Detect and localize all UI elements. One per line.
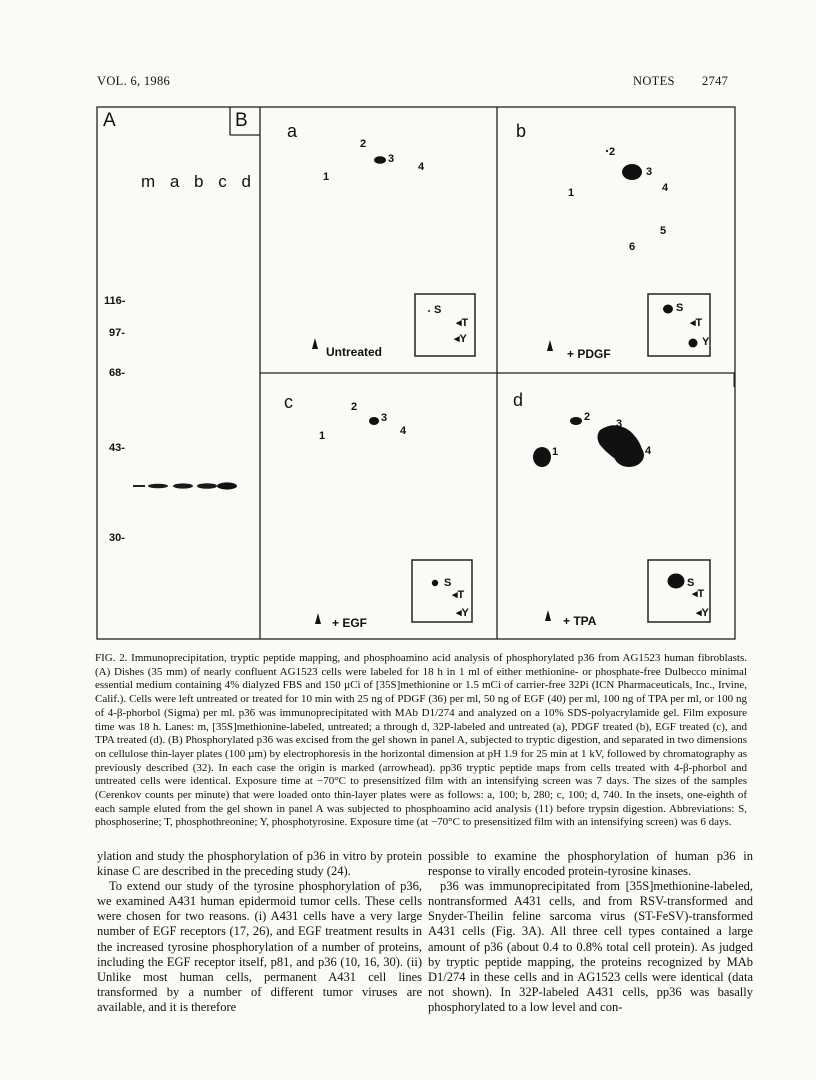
spot-a-2: 2 [360,138,367,150]
spot-b-1: 1 [568,187,575,199]
spot-c-4: 4 [400,425,407,437]
marker-43: 43- [109,442,125,454]
inset-c-s: S [444,577,452,589]
inset-a-s: S [434,304,442,316]
marker-30: 30- [109,532,125,544]
inset-b-t: ◂T [690,317,703,329]
marker-97: 97- [109,327,125,339]
inset-b-y: Y [702,336,710,348]
body-right-paragraph-1: possible to examine the phosphorylation of human p36 in response to virally encoded protein-tyrosine kinases. [428,849,753,879]
body-left-paragraph-2: To extend our study of the tyrosine phosphorylation of p36, we examined A431 human epidermoid tumor cells. These cells were chosen for two reasons. (i) A431 cells have a very large number of EGF receptors (17, 26), and EGF treatment results in the increased tyrosine phosphorylation of a number of proteins, including the EGF receptor itself, p81, and p36 (10, 16, 30). (ii) Unlike most human cells, permanent A431 cell lines transformed by a number of different tumor viruses are available, and it is therefore [97,879,422,1014]
spot-b-3: 3 [646,166,653,178]
running-head-section: NOTES [633,74,675,88]
condition-b: + PDGF [567,347,611,361]
inset-a-t: ◂T [456,317,469,329]
condition-d: + TPA [563,614,597,628]
inset-d-s: S [687,577,695,589]
panel-b-letter: B [235,110,248,131]
running-head-volume: VOL. 6, 1986 [97,74,171,88]
lane-labels: m a b c d [141,172,253,191]
page-number: 2747 [702,74,729,88]
spot-c-3: 3 [381,412,388,424]
body-right-column [428,849,753,1015]
body-right-paragraph-2: p36 was immunoprecipitated from [35S]methionine-labeled, nontransformed A431 cells, and from RSV-transformed and Snyder-Theilin feline sarcoma virus (ST-FeSV)-transformed A431 cells (Fig. 3A). All three cell types contained a large amount of p36 (about 0.4 to 0.8% total cell protein). As judged by tryptic peptide mapping, the proteins recognized by MAb D1/274 in these cells and in AG1523 cells were identical (data not shown). In 32P-labeled A431 cells, pp36 was basally phosphorylated to a low level and con- [428,879,753,1014]
spot-d-4: 4 [645,445,652,457]
marker-68: 68- [109,367,125,379]
panel-a-letter: A [103,110,116,131]
spot-c-1: 1 [319,430,326,442]
inset-d-y: ◂Y [696,607,709,619]
spot-c-2: 2 [351,401,358,413]
spot-b-4: 4 [662,182,669,194]
body-left-column [97,849,422,1015]
subpanel-d-letter: d [513,390,524,410]
subpanel-b-letter: b [516,121,527,141]
gel-bands [133,482,237,489]
condition-c: + EGF [332,616,368,630]
inset-c-t: ◂T [452,589,465,601]
inset-c-y: ◂Y [456,607,469,619]
spot-b-2: 2 [609,146,616,158]
spot-b-6: 6 [629,241,636,253]
spot-d-1: 1 [552,446,559,458]
subpanel-c-letter: c [284,392,293,412]
figure-caption: FIG. 2. Immunoprecipitation, tryptic peptide mapping, and phosphoamino acid analysis of phosphorylated p36 from AG1523 human fibroblasts. (A) Dishes (35 mm) of nearly confluent AG1523 cells were labeled for 18 h in 1 ml of either methionine- or phosphate-free Dulbecco minimal essential medium containing 4% dialyzed FBS and 150 µCi of [35S]methionine or 1.5 mCi of carrier-free 32Pi (ICN Pharmaceuticals, Inc., Irvine, Calif.). Cells were left untreated or treated for 10 min with 25 ng of PDGF (36) per ml, 50 ng of EGF (40) per ml, 100 ng of TPA per ml, or 100 ng of 4-β-phorbol (Sigma) per ml. p36 was immunoprecipitated with MAb D1/274 and analyzed on a 10% SDS-polyacrylamide gel. Film exposure time was 18 h. Lanes: m, [35S]methionine-labeled, untreated; a through d, 32P-labeled and untreated (a), PDGF treated (b), EGF treated (c), and TPA treated (d). (B) Phosphorylated p36 was excised from the gel shown in panel A, subjected to tryptic digestion, and separated in two dimensions on cellulose thin-layer plates (100 µm) by electrophoresis in the horizontal dimension at pH 1.9 for 25 min at 1 kV, followed by chromatography as previously described (32). In each case the origin is marked (arrowhead). pp36 tryptic peptide maps from cells treated with 4-β-phorbol and untreated cells were identical. Exposure time at −70°C to presensitized film with an intensifying screen was 7 days. The sizes of the samples (Cerenkov counts per minute) that were loaded onto thin-layer plates were as follows: a, 100; b, 280; c, 100; d, 740. In the insets, one-eighth of each sample eluted from the gel shown in panel A was subjected to phosphoamino acid analysis (11) before trypsin digestion. Abbreviations: S, phosphoserine; T, phosphothreonine; Y, phosphotyrosine. Exposure time (at −70°C to presensitized film with an intensifying screen) was 6 days. [95,652,747,829]
spot-d-3: 3 [616,418,623,430]
marker-116: 116- [104,295,126,307]
inset-b-s: S [676,302,684,314]
inset-d-t: ◂T [692,588,705,600]
figure-2 [95,105,737,641]
spot-a-4: 4 [418,161,425,173]
spot-b-5: 5 [660,225,667,237]
body-left-paragraph-1: ylation and study the phosphorylation of p36 in vitro by protein kinase C are described in the preceding study (24). [97,849,422,879]
spot-a-1: 1 [323,171,330,183]
spot-a-3: 3 [388,153,395,165]
subpanel-a-letter: a [287,121,298,141]
inset-a-y: ◂Y [454,333,467,345]
spot-d-2: 2 [584,411,591,423]
condition-a: Untreated [326,345,383,359]
